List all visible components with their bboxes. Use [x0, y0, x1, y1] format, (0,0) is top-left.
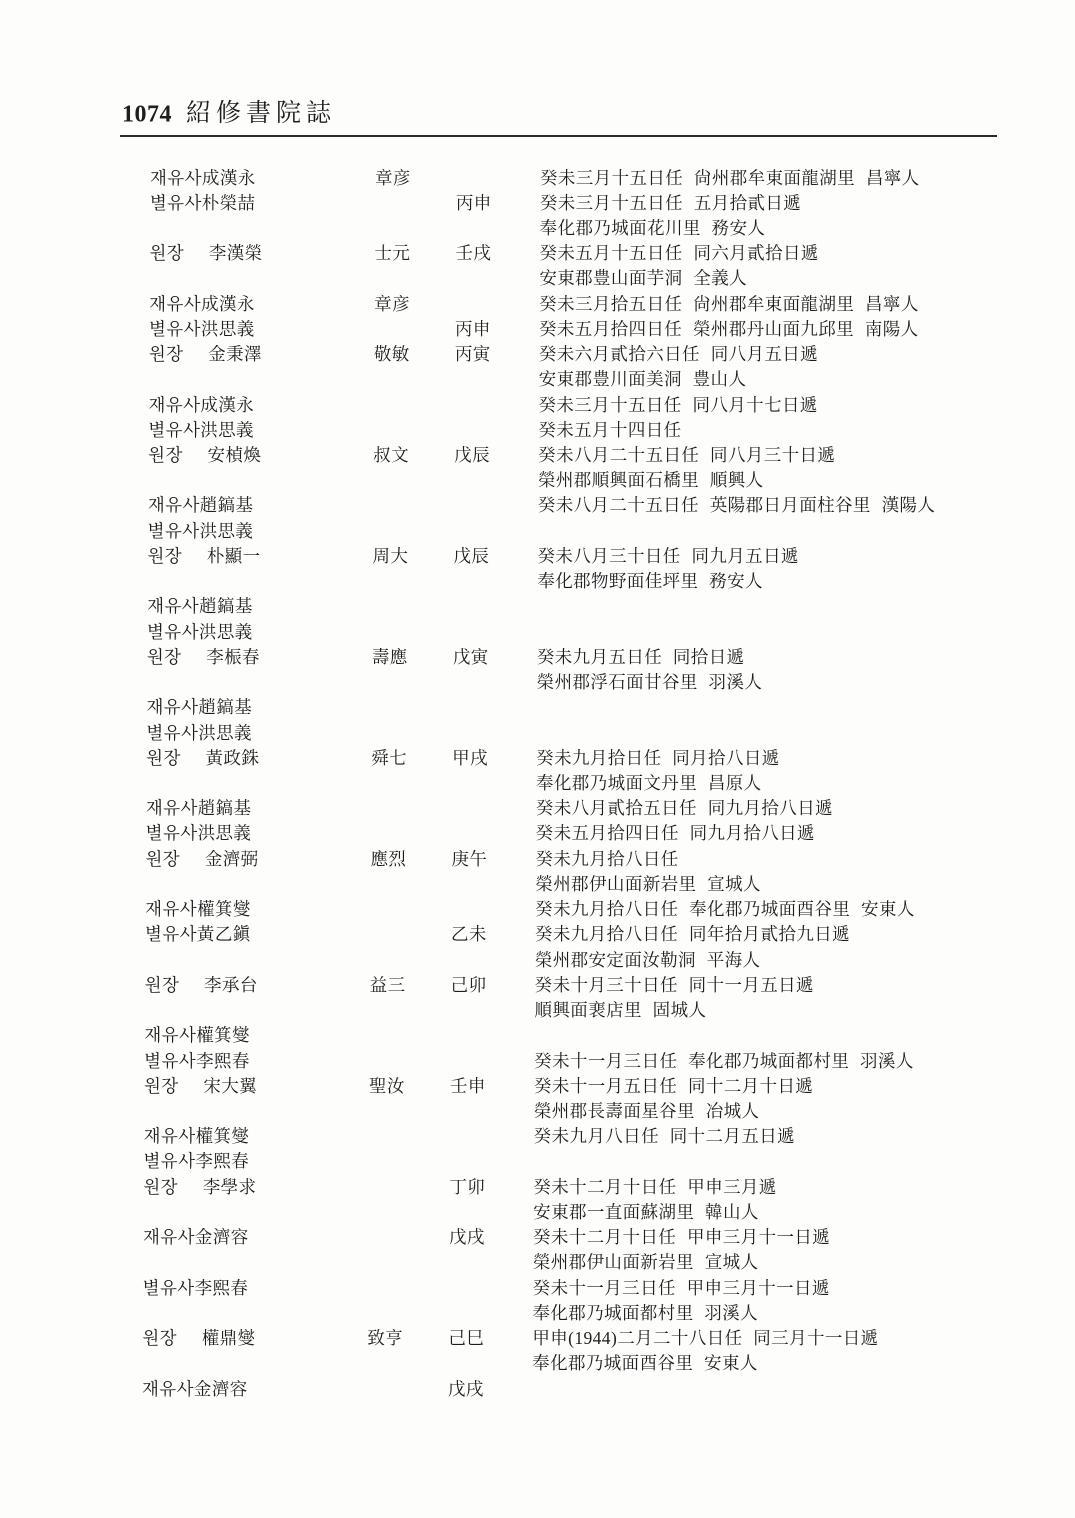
appointment-record: 榮州郡安定面汝勒洞 平海人	[534, 949, 761, 970]
roster-row	[0, 721, 996, 746]
roster-row	[0, 569, 997, 594]
roster-row	[0, 191, 1000, 216]
courtesy-name: 士元	[374, 243, 411, 264]
appointment-record: 癸未九月拾八日任	[535, 848, 679, 869]
appointment-record: 榮州郡伊山面新岩里 宣城人	[535, 873, 761, 894]
roster-row	[0, 872, 995, 897]
courtesy-name: 叔文	[373, 445, 409, 466]
appointment-record: 安東郡一直面蘇湖里 韓山人	[533, 1201, 759, 1222]
roster-row	[0, 468, 998, 493]
courtesy-name: 章彦	[375, 167, 411, 188]
officer-name: 재유사成漢永	[150, 167, 256, 188]
book-title: 紹修書院誌	[186, 100, 337, 128]
roster-row	[0, 292, 999, 317]
officer-name: 재유사成漢永	[148, 394, 255, 415]
officer-name: 별유사洪思義	[149, 318, 255, 339]
birth-year: 壬戌	[455, 243, 492, 264]
appointment-record: 癸未五月拾四日任 同九月拾八日遞	[535, 823, 815, 844]
birth-year: 壬申	[450, 1075, 486, 1096]
appointment-record: 癸未十一月三日任 奉化郡乃城面都村里 羽溪人	[534, 1050, 914, 1071]
roster-row	[0, 1049, 994, 1074]
appointment-record: 癸未三月拾五日任 尙州郡牟東面龍湖里 昌寧人	[539, 293, 919, 314]
roster-row	[0, 1074, 994, 1099]
appointment-record: 癸未十二月十日任 甲申三月遞	[533, 1176, 777, 1197]
birth-year: 丙申	[455, 192, 492, 213]
roster-row	[0, 821, 996, 846]
officer-name: 재유사成漢永	[149, 293, 255, 314]
appointment-record: 癸未五月十四日任	[538, 419, 682, 440]
courtesy-name: 敬敏	[373, 344, 410, 365]
roster-row	[0, 1377, 992, 1402]
roster-row	[0, 948, 995, 973]
appointment-record: 癸未十一月三日任 甲申三月十一日遞	[532, 1277, 830, 1298]
roster-row	[0, 519, 998, 544]
roster-row	[0, 973, 995, 998]
appointment-record: 癸未三月十五日任 尙州郡牟東面龍湖里 昌寧人	[540, 167, 920, 188]
appointment-record: 順興面裵店里 固城人	[534, 1000, 707, 1021]
roster-row	[0, 695, 997, 720]
roster-row	[0, 342, 999, 367]
appointment-record: 安東郡豊川面美洞 豊山人	[538, 369, 747, 390]
appointment-record: 奉化郡乃城面酉谷里 安東人	[532, 1353, 758, 1374]
officer-name: 별유사洪思義	[148, 419, 254, 440]
appointment-record: 癸未五月拾四日任 榮州郡丹山面九邱里 南陽人	[539, 318, 919, 339]
appointment-record: 癸未三月十五日任 同八月十七日遞	[538, 394, 818, 415]
appointment-record: 榮州郡順興面石橋里 順興人	[538, 470, 764, 491]
officer-name: 별유사朴榮喆	[149, 192, 256, 213]
roster-row	[0, 922, 995, 947]
appointment-record: 癸未八月三十日任 同九月五日遞	[537, 545, 799, 566]
courtesy-name: 益三	[369, 974, 406, 995]
courtesy-name: 應烈	[370, 848, 407, 869]
roster-row	[0, 1124, 994, 1149]
birth-year: 丁卯	[449, 1176, 486, 1197]
officer-name: 별유사李熙春	[143, 1151, 250, 1172]
officer-name: 재유사金濟容	[142, 1378, 248, 1399]
officer-name: 별유사洪思義	[147, 520, 254, 541]
birth-year: 甲戌	[452, 747, 488, 768]
appointment-record: 癸未九月拾日任 同月拾八日遞	[536, 747, 780, 768]
courtesy-name: 壽應	[371, 646, 408, 667]
roster-row	[0, 1149, 994, 1174]
appointment-record: 癸未九月五日任 同拾日遞	[536, 646, 745, 667]
roster-row	[0, 1326, 992, 1351]
appointment-record: 癸未十二月十日任 甲申三月十一日遞	[533, 1227, 831, 1248]
appointment-record: 甲申(1944)二月二十八日任 同三月十一日遞	[532, 1328, 879, 1349]
officer-name: 원장 李漢榮	[149, 243, 263, 264]
appointment-record: 癸未五月十五日任 同六月貳拾日遞	[539, 243, 819, 264]
roster-row	[0, 216, 1000, 241]
appointment-record: 奉化郡乃城面文丹里 昌原人	[536, 773, 762, 794]
appointment-record: 癸未三月十五日任 五月拾貳日遞	[539, 192, 802, 213]
birth-year: 庚午	[451, 848, 488, 869]
birth-year: 乙未	[451, 924, 487, 945]
officer-name: 재유사金濟容	[143, 1227, 249, 1248]
birth-year: 戊戌	[449, 1227, 485, 1248]
appointment-record: 榮州郡伊山面新岩里 宣城人	[532, 1252, 759, 1273]
roster-row	[0, 1250, 993, 1275]
roster-row	[0, 1175, 993, 1200]
roster-row	[0, 1099, 994, 1124]
birth-year: 戊戌	[448, 1378, 484, 1399]
roster-row	[0, 645, 997, 670]
appointment-record: 癸未八月二十五日任 同八月三十日遞	[538, 445, 836, 466]
roster-row	[0, 166, 1000, 191]
officer-name: 별유사洪思義	[146, 722, 252, 743]
birth-year: 戊寅	[452, 646, 489, 667]
roster-row	[0, 1200, 993, 1225]
appointment-record: 癸未九月拾八日任 奉化郡乃城面酉谷里 安東人	[535, 899, 915, 920]
officer-name: 원장 金濟弼	[145, 848, 259, 869]
officer-name: 원장 李桭春	[146, 646, 260, 667]
officer-name: 원장 宋大翼	[144, 1075, 258, 1096]
appointment-record: 安東郡豊山面芋洞 全義人	[539, 268, 748, 289]
appointment-record: 癸未十月三十日任 同十一月五日遞	[534, 974, 814, 995]
birth-year: 丙申	[455, 318, 491, 339]
officer-name: 재유사趙鎬基	[147, 596, 253, 617]
roster-row	[0, 393, 999, 418]
officer-name: 재유사趙鎬基	[147, 495, 254, 516]
officer-name: 원장 金秉澤	[148, 344, 262, 365]
appointment-record: 榮州郡長壽面星谷里 冶城人	[533, 1101, 760, 1121]
roster-row	[0, 670, 997, 695]
roster-row	[0, 594, 997, 619]
roster-row	[0, 620, 997, 645]
officer-name: 원장 黃政銖	[146, 747, 260, 768]
appointment-record: 奉化郡乃城面花川里 務安人	[539, 217, 766, 238]
courtesy-name: 舜七	[371, 747, 407, 768]
roster-row	[0, 847, 996, 872]
birth-year: 戊辰	[453, 545, 490, 566]
officer-name: 별유사洪思義	[147, 621, 253, 642]
officer-name: 별유사洪思義	[145, 823, 252, 844]
appointment-record: 榮州郡浮石面甘谷里 羽溪人	[536, 672, 763, 693]
officer-name: 원장 李承台	[144, 974, 258, 995]
roster-row	[0, 266, 999, 291]
officer-name: 원장 權鼎燮	[142, 1328, 256, 1349]
officer-name: 별유사黃乙鎭	[145, 924, 251, 945]
roster-row	[0, 367, 999, 392]
roster-row	[0, 241, 1000, 266]
officer-name: 재유사權箕燮	[145, 899, 251, 920]
courtesy-name: 章彦	[374, 293, 410, 314]
roster-row	[0, 998, 995, 1023]
appointment-record: 癸未九月八日任 同十二月五日遞	[533, 1126, 796, 1147]
roster-row	[0, 1351, 992, 1376]
appointment-record: 癸未十一月五日任 同十二月十日遞	[534, 1075, 814, 1096]
appointment-record: 奉化郡乃城面都村里 羽溪人	[532, 1302, 759, 1323]
birth-year: 己卯	[450, 974, 487, 995]
courtesy-name: 聖汝	[369, 1075, 405, 1096]
officer-name: 원장 安楨煥	[148, 445, 262, 466]
roster-row	[0, 897, 995, 922]
roster-row	[0, 1276, 993, 1301]
roster-row	[0, 443, 998, 468]
roster-row	[0, 1023, 994, 1048]
courtesy-name: 致亨	[367, 1328, 404, 1349]
officer-name: 원장 李學求	[143, 1176, 257, 1197]
officer-name: 원장 朴顯一	[147, 545, 261, 566]
appointment-record: 癸未六月貳拾六日任 同八月五日遞	[538, 344, 819, 365]
page-number: 1074	[122, 101, 172, 128]
roster-row	[0, 544, 998, 569]
roster-row	[0, 418, 998, 443]
roster-row	[0, 317, 999, 342]
appointment-record: 癸未八月貳拾五日任 同九月拾八日遞	[535, 798, 834, 819]
officer-name: 별유사李熙春	[142, 1277, 249, 1298]
officer-name: 재유사權箕燮	[143, 1126, 250, 1147]
appointment-record: 癸未八月二十五日任 英陽郡日月面柱谷里 漢陽人	[537, 495, 936, 516]
appointment-record: 奉化郡物野面佳坪里 務安人	[537, 571, 763, 592]
birth-year: 己巳	[448, 1328, 485, 1349]
officer-name: 별유사李熙春	[144, 1050, 250, 1071]
roster-row	[0, 796, 996, 821]
roster-row	[0, 771, 996, 796]
courtesy-name: 周大	[372, 545, 409, 566]
officer-name: 재유사權箕燮	[144, 1025, 250, 1046]
roster-row	[0, 1301, 993, 1326]
appointment-record: 癸未九月拾八日任 同年拾月貳拾九日遞	[535, 924, 851, 945]
birth-year: 戊辰	[454, 445, 490, 466]
roster-row	[0, 1225, 993, 1250]
roster-row	[0, 746, 996, 771]
roster-row	[0, 493, 998, 518]
officer-name: 재유사趙鎬基	[145, 798, 252, 819]
birth-year: 丙寅	[454, 344, 491, 365]
officer-name: 재유사趙鎬基	[146, 697, 253, 718]
